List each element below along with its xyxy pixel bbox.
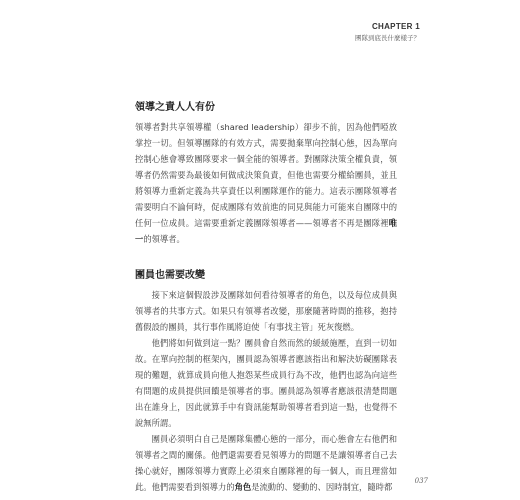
chapter-subtitle: 團隊到底長什麼樣子？ bbox=[355, 34, 420, 42]
text-run: 領導者對共享領導權（shared leadership）卻步不前，因為他們啞放掌控一切。但領導團隊的有效方式，需要拋棄單向控制心態，因為單向控制心態會導致團隊要求一個全能的領導者。對團隊決策全權負責，領導者仍然需要為最後如何做成決策負責，但他也需要分權給團員，並且將領導力重新定義為共享責任以利團隊運作的能力。這表示團隊領導者需要明白不論何時，促成團隊有效前進的同見與能力可能來自團隊中的任何一位成員。這需要重新定義團隊領導者——領導者不再是團隊裡 bbox=[135, 122, 397, 228]
text-run: 團員必須明白自己是團隊集體心態的一部分，而心態會左右他們和領導者之間的關係。他們還需要看見領導力的問題不是讓領導者自己去操心就好，團隊領導力實際上必須來自團隊裡的每一個人，而且理當如此。他們需要看到領導力的 bbox=[135, 434, 397, 492]
section-leadership bbox=[135, 98, 397, 247]
text-run: 是流動的、變動的、因時制宜，隨時都 bbox=[251, 482, 393, 492]
section-heading: 領導之責人人有份 bbox=[135, 102, 215, 113]
running-header bbox=[355, 22, 420, 42]
text-run: 他們將如何做到這一點？團員會自然而然的緩緩施壓，直到一切如故。在單向控制的框架內，團員認為領導者應該指出和解決妨礙團隊表現的難題，就算成員向他人抱怨某些成員行為不改，他們也認為向這些有問題的成員提供回饋是領導者的事。團員認為領導者應該很清楚問題出在誰身上，因此就算手中有資訊能幫助領導者看到這一點，也覺得不說無所謂。 bbox=[135, 338, 397, 428]
text-run: 接下來這個假設涉及團隊如何看待領導者的角色，以及每位成員與領導者的共事方式。如果只有領導者改變，那麼隨著時間的推移，抱持舊假設的團員，其行事作風將迫使「有事找主管」死灰復燃。 bbox=[135, 290, 397, 332]
section-heading: 團員也需要改變 bbox=[135, 270, 205, 281]
paragraph bbox=[135, 119, 397, 247]
paragraph bbox=[135, 335, 397, 431]
emphasis-text: 角色 bbox=[234, 482, 252, 492]
page-number: 037 bbox=[414, 477, 428, 485]
chapter-label: CHAPTER 1 bbox=[371, 22, 420, 31]
text-run: 的領導者。 bbox=[143, 234, 185, 244]
paragraph bbox=[135, 287, 397, 335]
page-body bbox=[135, 98, 397, 495]
section-members-change bbox=[135, 266, 397, 495]
emphasis-text: 唯一 bbox=[135, 218, 397, 244]
paragraph bbox=[135, 431, 397, 495]
